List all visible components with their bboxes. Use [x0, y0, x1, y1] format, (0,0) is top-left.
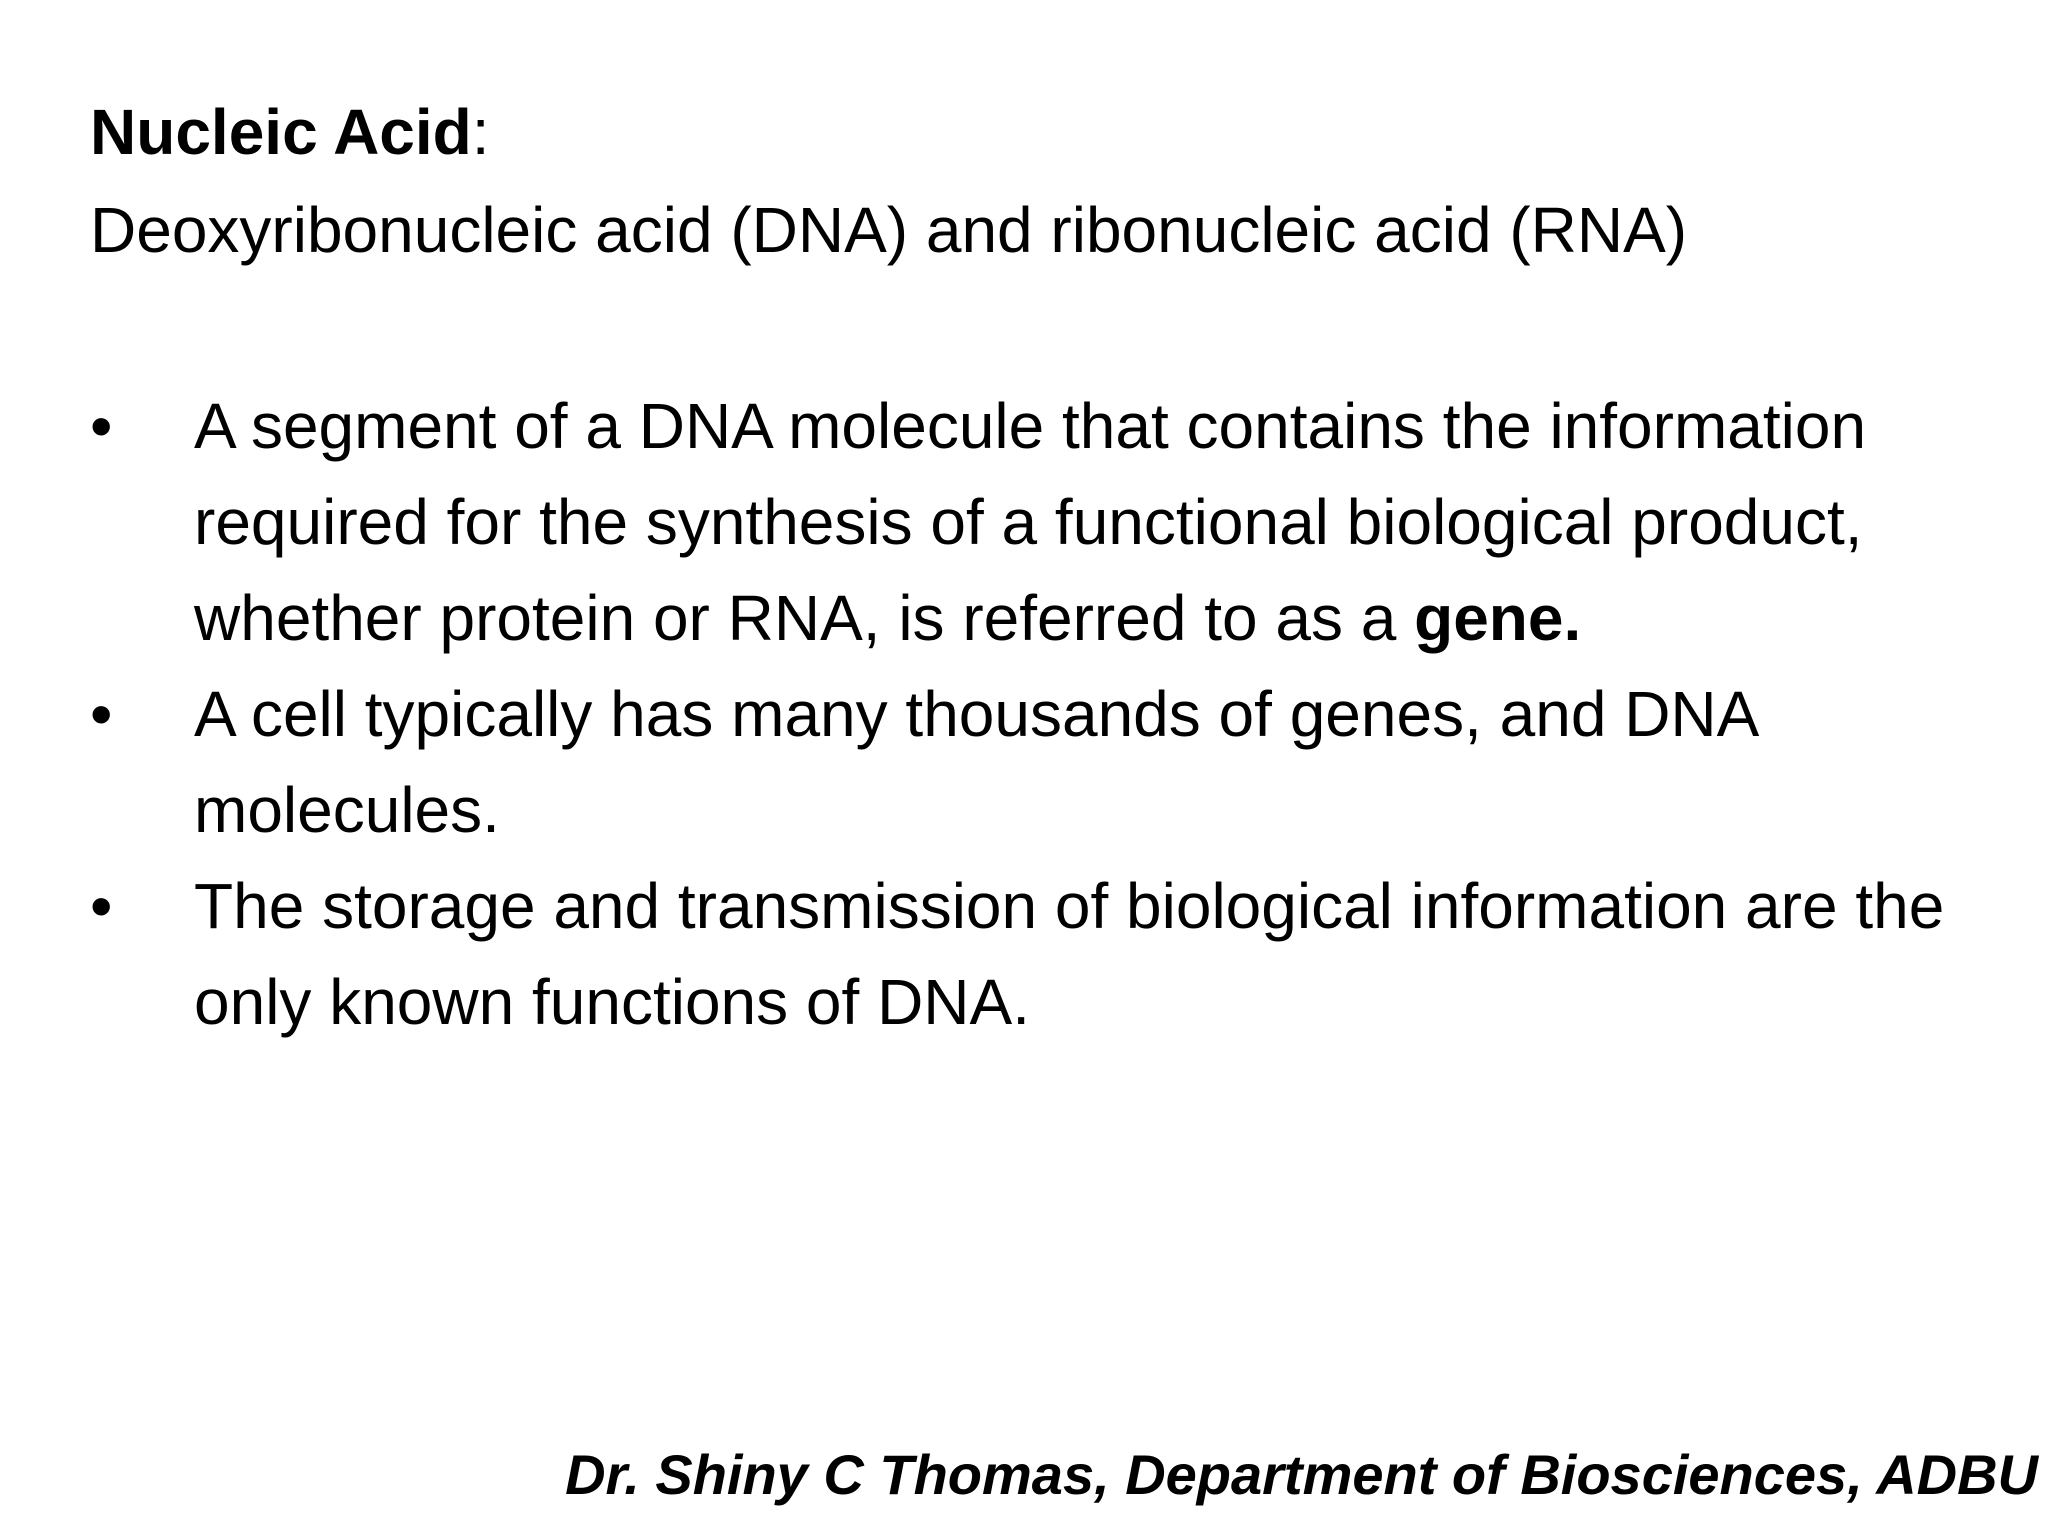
slide-subheading: Deoxyribonucleic acid (DNA) and ribonucleic acid (RNA): [90, 194, 1688, 266]
bullet-item: [90, 378, 2010, 666]
bullet-text: A cell typically has many thousands of genes, and DNA molecules.: [194, 678, 1756, 846]
bullet-item: [90, 858, 2010, 1050]
slide-footer-credit: Dr. Shiny C Thomas, Department of Biosciences, ADBU: [565, 1443, 2038, 1506]
bullet-marker: •: [90, 390, 113, 462]
bullet-text-plain: A segment of a DNA molecule that contains the information required for the synthesis of a functional biological product, whether protein or RNA, is referred to as a: [194, 390, 1867, 654]
heading-colon: :: [471, 96, 490, 168]
slide-heading: [90, 92, 490, 172]
bullet-marker: •: [90, 870, 113, 942]
heading-title: Nucleic Acid: [90, 96, 472, 168]
bullet-item: [90, 666, 2010, 858]
bullet-text: [194, 378, 2020, 666]
bullet-text-bold: gene.: [1414, 582, 1582, 654]
bullet-text: The storage and transmission of biological information are the only known functions of DNA.: [194, 870, 1945, 1038]
bullet-list: [90, 378, 2010, 1050]
bullet-marker: •: [90, 678, 113, 750]
